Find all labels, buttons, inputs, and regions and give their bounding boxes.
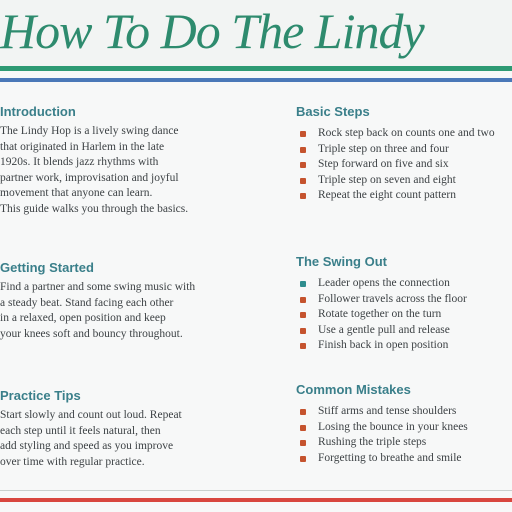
bullet-square-icon	[300, 343, 306, 349]
section-heading: Basic Steps	[296, 104, 370, 119]
bullet-square-icon	[300, 131, 306, 137]
section-heading: The Swing Out	[296, 254, 387, 269]
page-title: How To Do The Lindy	[0, 3, 424, 59]
paragraph-line: over time with regular practice.	[0, 455, 145, 468]
list-item	[296, 404, 506, 420]
list-item	[296, 323, 506, 339]
section-heading: Getting Started	[0, 260, 94, 275]
right-section-swing-out	[296, 254, 506, 354]
bullet-list	[296, 276, 506, 354]
list-item-text: Triple step on seven and eight	[318, 173, 456, 186]
list-item-text: Rotate together on the turn	[318, 308, 442, 320]
section-heading: Common Mistakes	[296, 382, 411, 397]
list-item-text: Rushing the triple steps	[318, 436, 427, 448]
bullet-square-icon	[300, 409, 306, 415]
right-section-common-mistakes	[296, 382, 506, 466]
list-item-text: Triple step on three and four	[318, 142, 449, 155]
header	[0, 0, 512, 70]
bullet-square-icon	[300, 312, 306, 318]
list-item	[296, 338, 506, 354]
bullet-square-icon	[300, 147, 306, 153]
section-heading: Practice Tips	[0, 388, 81, 403]
list-item	[296, 142, 506, 158]
list-item	[296, 126, 506, 142]
bullet-square-icon	[300, 178, 306, 184]
paragraph-line: Find a partner and some swing music with	[0, 281, 196, 293]
bullet-square-icon	[300, 328, 306, 334]
bullet-square-icon	[300, 456, 306, 462]
list-item	[296, 276, 506, 292]
list-item-text: Stiff arms and tense shoulders	[318, 405, 457, 417]
paragraph-line: partner work, improvisation and joyful	[0, 171, 179, 184]
paragraph-line: in a relaxed, open position and keep	[0, 312, 166, 324]
header-divider-blue	[0, 78, 512, 82]
list-item-text: Leader opens the connection	[318, 277, 450, 289]
list-item	[296, 173, 506, 189]
paragraph-line: a steady beat. Stand facing each other	[0, 296, 174, 309]
right-section-basic-steps	[296, 104, 506, 204]
list-item-text: Use a gentle pull and release	[318, 323, 450, 336]
bullet-list	[296, 126, 506, 204]
paragraph-line: The Lindy Hop is a lively swing dance	[0, 125, 179, 137]
list-item-text: Follower travels across the floor	[318, 292, 467, 305]
left-section-getting-started	[0, 260, 250, 342]
paragraph-line: add styling and speed as you improve	[0, 440, 174, 452]
list-item-text: Repeat the eight count pattern	[318, 189, 456, 201]
paragraph	[0, 408, 250, 470]
bullet-square-icon	[300, 162, 306, 168]
list-item-text: Rock step back on counts one and two	[318, 127, 495, 139]
list-item	[296, 292, 506, 308]
paragraph-line: your knees soft and bouncy throughout.	[0, 327, 183, 340]
paragraph-line: that originated in Harlem in the late	[0, 140, 165, 153]
list-item-text: Finish back in open position	[318, 339, 449, 351]
paragraph	[0, 280, 250, 342]
paragraph	[0, 124, 250, 217]
paragraph-line: movement that anyone can learn.	[0, 187, 153, 199]
left-section-practice-tips	[0, 388, 250, 470]
paragraph-line: each step until it feels natural, then	[0, 424, 161, 437]
footer-divider-red	[0, 498, 512, 502]
list-item	[296, 435, 506, 451]
list-item-text: Losing the bounce in your knees	[318, 420, 468, 433]
list-item	[296, 307, 506, 323]
footer-divider-gray	[0, 490, 512, 491]
bullet-list	[296, 404, 506, 466]
list-item-text: Forgetting to breathe and smile	[318, 451, 462, 464]
right-column	[296, 100, 506, 485]
section-heading: Introduction	[0, 104, 76, 119]
paragraph-line: 1920s. It blends jazz rhythms with	[0, 156, 159, 168]
bullet-square-icon	[300, 281, 306, 287]
bullet-square-icon	[300, 193, 306, 199]
bullet-square-icon	[300, 297, 306, 303]
list-item	[296, 188, 506, 204]
left-column	[0, 100, 250, 485]
paragraph-line: This guide walks you through the basics.	[0, 202, 189, 215]
list-item-text: Step forward on five and six	[318, 158, 449, 170]
list-item	[296, 420, 506, 436]
list-item	[296, 157, 506, 173]
bullet-square-icon	[300, 440, 306, 446]
header-divider-green	[0, 66, 512, 71]
left-section-introduction	[0, 104, 250, 217]
paragraph-line: Start slowly and count out loud. Repeat	[0, 409, 182, 421]
list-item	[296, 451, 506, 467]
bullet-square-icon	[300, 425, 306, 431]
